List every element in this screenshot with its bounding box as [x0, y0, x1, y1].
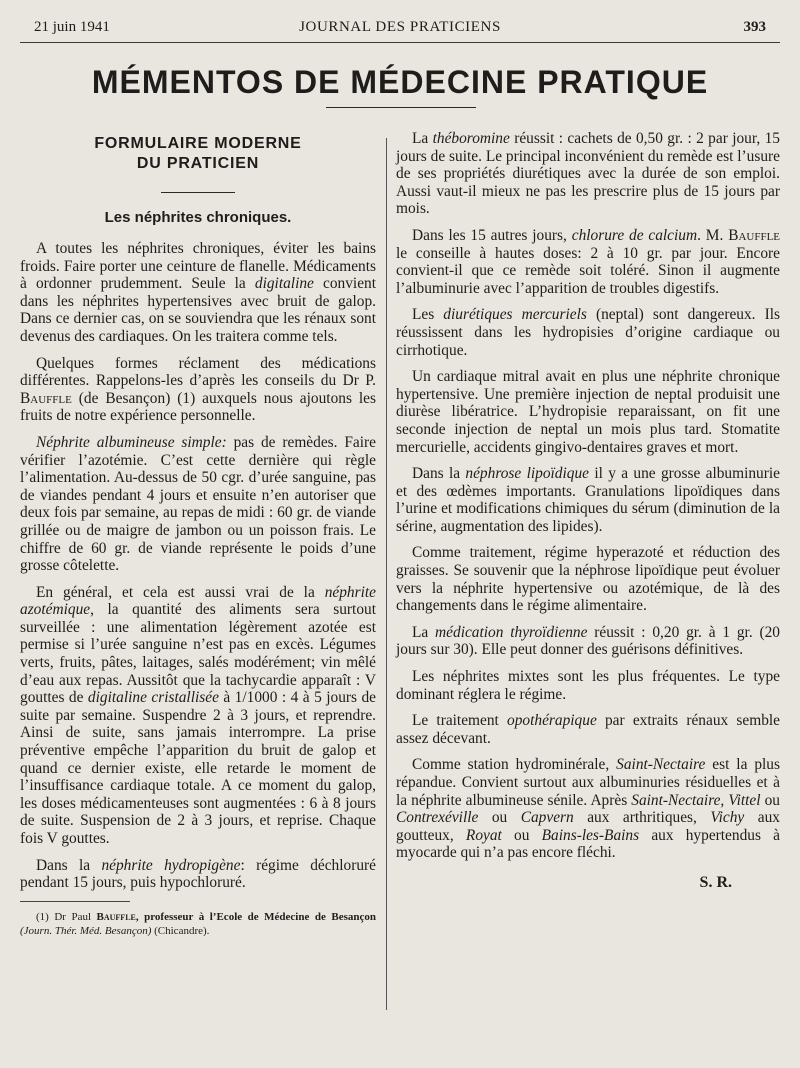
page-header [0, 0, 800, 38]
paragraph-diuretiques-mercuriels: Les diurétiques mercuriels (neptal) sont dangereux. Ils réussissent dans les hydropisies d’origine cardiaque ou cirrhotique. [396, 306, 780, 359]
paragraph-opotherapique: Le traitement opothérapique par extraits rénaux semble assez décevant. [396, 712, 780, 747]
paragraph-theobromine: La théboromine réussit : cachets de 0,50 gr. : 2 par jour, 15 jours de suite. Le principal inconvénient du remède est l’usure de ses propriétés diurétiques avec la durée de son emploi. Aussi vaut-il mieux ne pas les prescrire plus de 15 jours par mois. [396, 130, 780, 218]
section-title-line2: DU PRATICIEN [136, 155, 260, 172]
paragraph-medications: Quelques formes réclament des médications différentes. Rappelons-les d’après les conseils du Dr P. Bauffle (de Besançon) (1) auxquels nous ajoutons les fruits de notre expérience personnelle. [20, 354, 376, 425]
footnote-rule [20, 901, 130, 902]
paragraph-case-mitral: Un cardiaque mitral avait en plus une néphrite chronique hypertensive. Une première injection de neptal produisit une diurèse libératrice. L’hydropisie reparaissant, on fit une seconde injection de neptal un mois plus tard. Stomatite mercurielle, accidents gingivo-dentaires graves et mort. [396, 368, 780, 456]
paragraph-intro: A toutes les néphrites chroniques, éviter les bains froids. Faire porter une ceinture de flanelle. Médicaments à ordonner prudemment. Seule la digitaline convient dans les néphrites hypertensives avec bruit de galop. Dans ce dernier cas, on se souviendra que les rénaux sont devenus des cardiaques. On les traitera comme tels. [20, 240, 376, 345]
section-title-line1: FORMULAIRE MODERNE [94, 135, 302, 152]
paragraph-traitement: Comme traitement, régime hyperazoté et réduction des graisses. Se souvenir que la néphrose lipoïdique peut évoluer vers la néphrite hypertensive ou azotémique, de là des changements dans le régime alimentaire. [396, 544, 780, 615]
column-divider [386, 138, 387, 1010]
header-date: 21 juin 1941 [34, 19, 110, 35]
header-journal-name: JOURNAL DES PRATICIENS [299, 19, 501, 35]
section-rule [161, 192, 235, 193]
paragraph-chlorure-calcium: Dans les 15 autres jours, chlorure de calcium. M. Bauffle le conseille à hautes doses: 2 à 10 gr. par jour. Encore convient-il que ce remède soit toléré. Sinon il augmente l’albuminurie avec l’apparition de troubles digestifs. [396, 226, 781, 297]
paragraph-nephrose-lipoidique: Dans la néphrose lipoïdique il y a une grosse albuminurie et des œdèmes importants. Granulations lipoïdiques dans l’urine et modifications chimiques du sérum (diminution de la sérine, augmentation des lipides). [396, 465, 780, 535]
right-column [396, 130, 780, 892]
paragraph-nephrite-hydropigene: Dans la néphrite hydropigène: régime déchloruré pendant 15 jours, puis hypochloruré. [20, 856, 376, 892]
paragraph-nephrite-albumineuse: Néphrite albumineuse simple: pas de remèdes. Faire vérifier l’azotémie. C’est cette dernière qui règle l’alimentation. Au-dessus de 50 cgr. d’urée sanguine, pas de viandes pendant 4 jours et ensuite n’en autoriser que deux fois par semaine, au repas de midi : 60 gr. de viande grillée ou de maigre de jambon ou un poisson frais. Le chiffre de 60 gr. de viande représente le poids d’une grosse côtelette. [20, 433, 376, 575]
footnote: (1) Dr Paul Bauffle, professeur à l’Ecole de Médecine de Besançon (Journ. Thér. Méd. Besançon) (Chicandre). [20, 910, 376, 937]
main-title: MÉMENTOS DE MÉDECINE PRATIQUE [91, 64, 709, 100]
paragraph-medication-thyroidienne: La médication thyroïdienne réussit : 0,20 gr. à 1 gr. (20 jours sur 30). Elle peut donner des guérisons définitives. [396, 623, 780, 659]
title-rule [326, 107, 476, 108]
header-rule [20, 42, 780, 43]
paragraph-stations-hydrominerales: Comme station hydrominérale, Saint-Nectaire est la plus répandue. Convient surtout aux albuminuries résiduelles et à la néphrite albumineuse sénile. Après Saint-Nectaire, Vittel ou Contrexéville ou Capvern aux arthritiques, Vichy aux goutteux, Royat ou Bains-les-Bains aux hypertendus à myocarde qui n’a pas encore fléchi. [396, 756, 781, 862]
section-title [20, 134, 376, 174]
paragraph-nephrites-mixtes: Les néphrites mixtes sont les plus fréquentes. Le type dominant réglera le régime. [396, 668, 780, 703]
header-page-number: 393 [743, 19, 766, 35]
section-subtitle: Les néphrites chroniques. [104, 209, 292, 226]
left-column [20, 130, 376, 938]
paragraph-nephrite-azotemique: En général, et cela est aussi vrai de la néphrite azotémique, la quantité des aliments sera surtout surveillée : une alimentation légèrement azotée est permise si l’urée sanguine n’est pas en excès. Légumes verts, fruits, pâtes, laitages, salés modérément; vin mêlé d’eau aux repas. Aussitôt que la tachycardie apparaît : V gouttes de digitaline cristallisée à 1/1000 : 4 à 5 jours de suite par semaine. Suspendre 2 à 3 jours, et reprendre. Ainsi de suite, sans jamais interrompre. La prise préventive empêche l’apparition du bruit de galop et quand ce dernier existe, elle retarde le moment de l’insuffisance cardiaque totale. A ce moment du galop, les doses médicamenteuses sont augmentées : 6 à 8 jours de suite. Suspension de 2 à 3 jours, et reprise. Chaque fois V gouttes. [20, 583, 377, 847]
signature: S. R. [699, 873, 732, 891]
